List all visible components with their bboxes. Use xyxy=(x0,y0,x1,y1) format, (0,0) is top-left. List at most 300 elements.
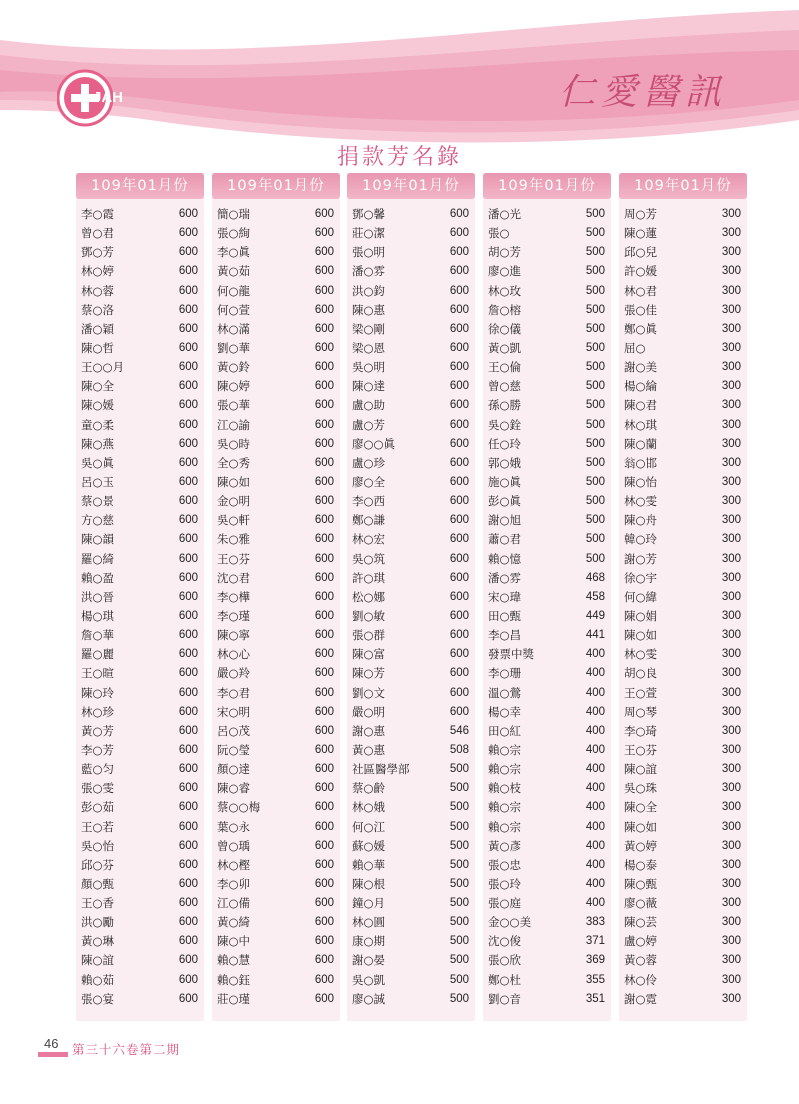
donor-row xyxy=(76,664,204,683)
donor-row xyxy=(483,588,611,607)
donor-row xyxy=(76,492,204,511)
donation-amount: 600 xyxy=(449,456,469,469)
donation-amount: 600 xyxy=(449,533,469,546)
donor-row xyxy=(76,684,204,703)
donor-row xyxy=(212,262,340,281)
donation-amount: 500 xyxy=(449,935,469,948)
donation-amount: 600 xyxy=(449,514,469,527)
donation-amount: 500 xyxy=(585,284,605,297)
donation-amount: 300 xyxy=(721,973,741,986)
donor-name: 吳○銓 xyxy=(488,417,522,432)
donation-amount: 300 xyxy=(721,763,741,776)
donor-name: 葉○永 xyxy=(217,819,251,834)
donor-row xyxy=(76,932,204,951)
donor-name: 鄭○杜 xyxy=(488,972,522,987)
donor-name: 周○琴 xyxy=(624,704,658,719)
donor-name: 陳○芳 xyxy=(352,666,386,681)
donor-row xyxy=(483,492,611,511)
donor-name: 阮○瑩 xyxy=(217,742,251,757)
donor-name: 陳○怡 xyxy=(624,474,658,489)
donation-amount: 300 xyxy=(721,820,741,833)
donation-amount: 508 xyxy=(449,743,469,756)
donor-name: 張○佳 xyxy=(624,302,658,317)
donor-row xyxy=(347,569,475,588)
donor-name: 江○備 xyxy=(217,896,251,911)
donor-name: 李○琦 xyxy=(624,723,658,738)
donation-amount: 600 xyxy=(314,782,334,795)
donor-row xyxy=(483,722,611,741)
donation-amount: 600 xyxy=(314,705,334,718)
donation-amount: 500 xyxy=(449,992,469,1005)
donation-amount: 300 xyxy=(721,322,741,335)
donation-amount: 600 xyxy=(178,399,198,412)
donor-row xyxy=(347,626,475,645)
donor-row xyxy=(483,913,611,932)
donation-amount: 300 xyxy=(721,380,741,393)
donation-amount: 600 xyxy=(178,361,198,374)
donor-name: 陳○君 xyxy=(624,398,658,413)
donor-name: 黃○蓉 xyxy=(624,953,658,968)
donation-amount: 600 xyxy=(314,437,334,450)
donor-row xyxy=(619,894,747,913)
donation-amount: 600 xyxy=(178,437,198,450)
donation-amount: 600 xyxy=(178,246,198,259)
donation-amount: 500 xyxy=(585,341,605,354)
donor-row xyxy=(212,760,340,779)
donor-name: 陳○舟 xyxy=(624,513,658,528)
donor-row xyxy=(619,951,747,970)
donation-amount: 600 xyxy=(178,514,198,527)
donation-amount: 600 xyxy=(178,303,198,316)
donor-row xyxy=(347,875,475,894)
donor-row xyxy=(347,932,475,951)
donation-amount: 400 xyxy=(585,724,605,737)
donation-amount: 600 xyxy=(178,916,198,929)
donor-name: 王○香 xyxy=(81,896,115,911)
donor-name: 張○宴 xyxy=(81,991,115,1006)
donor-row xyxy=(212,741,340,760)
donor-row xyxy=(619,358,747,377)
donor-name: 許○琪 xyxy=(352,570,386,585)
donor-row xyxy=(483,435,611,454)
donor-name: 何○緯 xyxy=(624,589,658,604)
donor-name: 李○樺 xyxy=(217,589,251,604)
donor-row xyxy=(76,339,204,358)
donation-amount: 300 xyxy=(721,571,741,584)
donation-amount: 600 xyxy=(314,533,334,546)
donor-name: 賴○茹 xyxy=(81,972,115,987)
donation-amount: 300 xyxy=(721,437,741,450)
donor-row xyxy=(212,416,340,435)
donor-row xyxy=(483,760,611,779)
donor-row xyxy=(619,416,747,435)
donation-amount: 600 xyxy=(178,552,198,565)
donation-amount: 600 xyxy=(178,380,198,393)
donor-row xyxy=(212,875,340,894)
donor-name: 賴○憶 xyxy=(488,551,522,566)
journal-name: 仁愛醫訊 xyxy=(558,72,727,113)
donor-row xyxy=(212,588,340,607)
donation-amount: 600 xyxy=(178,322,198,335)
donation-amount: 600 xyxy=(314,303,334,316)
donor-row xyxy=(347,224,475,243)
donor-name: 社區醫學部 xyxy=(352,762,410,777)
donor-row xyxy=(619,262,747,281)
donor-name: 徐○儀 xyxy=(488,321,522,336)
donation-amount: 600 xyxy=(178,897,198,910)
donor-name: 陳○惠 xyxy=(352,302,386,317)
donor-row xyxy=(76,818,204,837)
donor-row xyxy=(76,377,204,396)
donor-row xyxy=(483,779,611,798)
donor-row xyxy=(619,703,747,722)
donor-row xyxy=(347,320,475,339)
donor-row xyxy=(347,588,475,607)
donation-amount: 400 xyxy=(585,686,605,699)
donor-name: 陳○婷 xyxy=(217,379,251,394)
donor-name: 張○群 xyxy=(352,628,386,643)
donor-name: 韓○玲 xyxy=(624,532,658,547)
donor-row xyxy=(347,684,475,703)
donation-amount: 351 xyxy=(585,992,605,1005)
donor-row xyxy=(76,607,204,626)
donor-row xyxy=(619,990,747,1009)
donation-amount: 500 xyxy=(585,495,605,508)
donor-name: 賴○鈺 xyxy=(217,972,251,987)
donor-row xyxy=(619,320,747,339)
donor-row xyxy=(76,798,204,817)
donor-row xyxy=(347,818,475,837)
donor-row xyxy=(483,396,611,415)
donor-name: 屈○ xyxy=(624,340,646,355)
donor-name: 宋○明 xyxy=(217,704,251,719)
donor-row xyxy=(76,301,204,320)
donor-row xyxy=(619,569,747,588)
donor-name: 呂○茂 xyxy=(217,723,251,738)
donation-amount: 300 xyxy=(721,801,741,814)
donor-row xyxy=(347,607,475,626)
donor-name: 李○霞 xyxy=(81,207,115,221)
donor-name: 張○絢 xyxy=(217,226,251,241)
donor-row xyxy=(76,703,204,722)
donor-row xyxy=(76,626,204,645)
donor-name: 楊○綸 xyxy=(624,379,658,394)
donation-amount: 600 xyxy=(449,648,469,661)
donor-row xyxy=(483,530,611,549)
donation-amount: 600 xyxy=(449,609,469,622)
donor-name: 陳○誼 xyxy=(624,762,658,777)
donation-amount: 468 xyxy=(585,571,605,584)
donation-amount: 300 xyxy=(721,705,741,718)
donor-row xyxy=(483,320,611,339)
donation-amount: 500 xyxy=(585,399,605,412)
donation-amount: 600 xyxy=(178,820,198,833)
donor-row xyxy=(483,932,611,951)
donor-name: 陳○富 xyxy=(352,647,386,662)
donation-amount: 500 xyxy=(585,322,605,335)
donor-name: 吳○眞 xyxy=(81,455,115,470)
donor-row xyxy=(483,703,611,722)
donation-amount: 300 xyxy=(721,227,741,240)
donor-row xyxy=(212,511,340,530)
donor-name: 廖○誠 xyxy=(352,991,386,1006)
donor-name: 郭○娥 xyxy=(488,455,522,470)
donor-name: 藍○匀 xyxy=(81,762,115,777)
donation-amount: 500 xyxy=(585,552,605,565)
donation-amount: 300 xyxy=(721,858,741,871)
donor-name: 李○眞 xyxy=(217,245,251,260)
donation-amount: 500 xyxy=(449,897,469,910)
donor-row xyxy=(212,607,340,626)
donor-name: 張○雯 xyxy=(81,781,115,796)
donation-amount: 300 xyxy=(721,897,741,910)
donor-row xyxy=(619,224,747,243)
donation-amount: 500 xyxy=(449,763,469,776)
donor-row xyxy=(76,741,204,760)
donor-name: 周○芳 xyxy=(624,207,658,221)
donor-row xyxy=(76,550,204,569)
donation-amount: 500 xyxy=(585,208,605,220)
donor-row xyxy=(76,320,204,339)
donor-name: 楊○泰 xyxy=(624,857,658,872)
donation-amount: 600 xyxy=(449,667,469,680)
donor-row xyxy=(212,856,340,875)
donor-name: 林○君 xyxy=(624,283,658,298)
donation-amount: 600 xyxy=(178,743,198,756)
donor-row xyxy=(347,377,475,396)
donor-row xyxy=(347,951,475,970)
donor-row xyxy=(76,435,204,454)
donation-amount: 600 xyxy=(449,552,469,565)
donation-amount: 600 xyxy=(314,495,334,508)
donor-name: 陳○甄 xyxy=(624,876,658,891)
donor-row xyxy=(76,416,204,435)
donation-amount: 600 xyxy=(314,475,334,488)
donor-row xyxy=(76,358,204,377)
donor-row xyxy=(483,416,611,435)
donation-amount: 600 xyxy=(178,858,198,871)
donor-row xyxy=(619,473,747,492)
donor-name: 胡○芳 xyxy=(488,245,522,260)
donation-amount: 600 xyxy=(314,954,334,967)
donor-row xyxy=(619,511,747,530)
donor-row xyxy=(212,703,340,722)
donation-amount: 600 xyxy=(314,992,334,1005)
donor-row xyxy=(347,837,475,856)
donation-amount: 300 xyxy=(721,743,741,756)
donation-amount: 600 xyxy=(314,361,334,374)
donation-amount: 300 xyxy=(721,954,741,967)
donor-row xyxy=(483,243,611,262)
donor-name: 潘○雰 xyxy=(488,570,522,585)
donor-name: 朱○雅 xyxy=(217,532,251,547)
donation-amount: 500 xyxy=(585,303,605,316)
column-heading: 109年01月份 xyxy=(619,173,747,199)
donation-amount: 400 xyxy=(585,897,605,910)
donor-row xyxy=(619,798,747,817)
donor-name: 陳○如 xyxy=(217,474,251,489)
donation-amount: 600 xyxy=(178,590,198,603)
donor-name: 蔡○○梅 xyxy=(217,800,261,815)
donor-name: 陳○哲 xyxy=(81,340,115,355)
donor-row xyxy=(76,588,204,607)
donor-name: 方○慈 xyxy=(81,513,115,528)
donor-row xyxy=(212,396,340,415)
donor-row xyxy=(212,951,340,970)
donation-amount: 600 xyxy=(178,475,198,488)
donation-amount: 600 xyxy=(449,246,469,259)
donation-amount: 300 xyxy=(721,590,741,603)
donor-name: 蔡○洛 xyxy=(81,302,115,317)
issue-label: 第三十六卷第二期 xyxy=(72,1042,181,1057)
donor-name: 洪○鈞 xyxy=(352,283,386,298)
donor-row xyxy=(76,224,204,243)
donor-name: 黃○琳 xyxy=(81,934,115,949)
donor-row xyxy=(76,396,204,415)
donor-name: 陳○全 xyxy=(624,800,658,815)
donor-row xyxy=(212,818,340,837)
donation-amount: 500 xyxy=(449,839,469,852)
donor-name: 翁○邯 xyxy=(624,455,658,470)
donor-name: 謝○霓 xyxy=(624,991,658,1006)
donor-row xyxy=(76,530,204,549)
donor-name: 林○琪 xyxy=(624,417,658,432)
donor-row xyxy=(619,301,747,320)
donor-name: 潘○穎 xyxy=(81,321,115,336)
donation-amount: 600 xyxy=(314,571,334,584)
donor-row xyxy=(619,435,747,454)
donor-name: 鄧○馨 xyxy=(352,207,386,221)
donation-amount: 500 xyxy=(449,801,469,814)
donor-row xyxy=(212,569,340,588)
donor-name: 王○芬 xyxy=(217,551,251,566)
donor-name: 賴○枝 xyxy=(488,781,522,796)
donor-row xyxy=(619,971,747,990)
donor-name: 陳○芸 xyxy=(624,915,658,930)
donor-row xyxy=(347,262,475,281)
donor-row xyxy=(619,779,747,798)
donation-amount: 600 xyxy=(314,916,334,929)
donor-row xyxy=(619,282,747,301)
donor-name: 吳○軒 xyxy=(217,513,251,528)
donor-name: 林○雯 xyxy=(624,647,658,662)
donation-amount: 600 xyxy=(178,839,198,852)
donor-row xyxy=(619,645,747,664)
donor-name: 江○諭 xyxy=(217,417,251,432)
donation-amount: 600 xyxy=(314,897,334,910)
donor-row xyxy=(347,798,475,817)
donation-amount: 300 xyxy=(721,399,741,412)
donor-name: 曾○君 xyxy=(81,226,115,241)
donor-name: 童○柔 xyxy=(81,417,115,432)
donor-row xyxy=(76,569,204,588)
donor-name: 張○明 xyxy=(352,245,386,260)
donor-row xyxy=(347,645,475,664)
donor-name: 賴○宗 xyxy=(488,819,522,834)
donation-amount: 600 xyxy=(178,782,198,795)
donation-amount: 600 xyxy=(178,705,198,718)
donor-name: 廖○全 xyxy=(352,474,386,489)
donor-row xyxy=(347,741,475,760)
donor-row xyxy=(619,243,747,262)
donor-name: 王○芬 xyxy=(624,742,658,757)
donor-name: 曾○慈 xyxy=(488,379,522,394)
donor-row xyxy=(212,550,340,569)
donation-amount: 500 xyxy=(585,380,605,393)
donor-name: 陳○韻 xyxy=(81,532,115,547)
donor-row xyxy=(619,377,747,396)
donation-amount: 600 xyxy=(178,724,198,737)
donation-amount: 300 xyxy=(721,992,741,1005)
donor-name: 林○雯 xyxy=(624,494,658,509)
donor-name: 賴○宗 xyxy=(488,800,522,815)
donor-row xyxy=(212,645,340,664)
donation-amount: 300 xyxy=(721,418,741,431)
donor-row xyxy=(76,894,204,913)
donor-name: 呂○玉 xyxy=(81,474,115,489)
donation-amount: 300 xyxy=(721,839,741,852)
donation-amount: 300 xyxy=(721,341,741,354)
donor-row xyxy=(212,492,340,511)
donor-name: 謝○芳 xyxy=(624,551,658,566)
donor-name: 張○玲 xyxy=(488,876,522,891)
donor-name: 梁○恩 xyxy=(352,340,386,355)
donor-row xyxy=(212,320,340,339)
donation-amount: 600 xyxy=(314,399,334,412)
donation-amount: 400 xyxy=(585,820,605,833)
donor-row xyxy=(76,205,204,224)
donation-amount: 300 xyxy=(721,208,741,220)
donor-row xyxy=(212,358,340,377)
donation-amount: 600 xyxy=(449,341,469,354)
donation-amount: 371 xyxy=(585,935,605,948)
donation-amount: 600 xyxy=(178,571,198,584)
donation-amount: 600 xyxy=(314,629,334,642)
donor-row xyxy=(212,664,340,683)
donor-name: 孫○勝 xyxy=(488,398,522,413)
donation-amount: 500 xyxy=(449,973,469,986)
donor-row xyxy=(619,722,747,741)
hospital-logo xyxy=(57,69,127,127)
donor-row xyxy=(483,262,611,281)
donor-name: 鄭○眞 xyxy=(624,321,658,336)
donation-amount: 600 xyxy=(314,686,334,699)
donation-amount: 300 xyxy=(721,686,741,699)
donor-row xyxy=(76,837,204,856)
donor-name: 何○龍 xyxy=(217,283,251,298)
donor-row xyxy=(619,741,747,760)
donor-name: 劉○敏 xyxy=(352,608,386,623)
donor-row xyxy=(483,798,611,817)
donor-row xyxy=(347,243,475,262)
donor-name: 黃○婷 xyxy=(624,838,658,853)
donor-row xyxy=(212,377,340,396)
donation-amount: 300 xyxy=(721,552,741,565)
donor-row xyxy=(76,722,204,741)
donation-amount: 600 xyxy=(314,801,334,814)
donor-name: 陳○燕 xyxy=(81,436,115,451)
donation-amount: 600 xyxy=(449,571,469,584)
donation-amount: 300 xyxy=(721,724,741,737)
donor-name: 張○庭 xyxy=(488,896,522,911)
donation-amount: 400 xyxy=(585,743,605,756)
donation-amount: 300 xyxy=(721,495,741,508)
donation-amount: 546 xyxy=(449,724,469,737)
donor-name: 廖○○眞 xyxy=(352,436,396,451)
donor-name: 黃○凱 xyxy=(488,340,522,355)
donor-name: 全○秀 xyxy=(217,455,251,470)
donation-amount: 600 xyxy=(314,590,334,603)
